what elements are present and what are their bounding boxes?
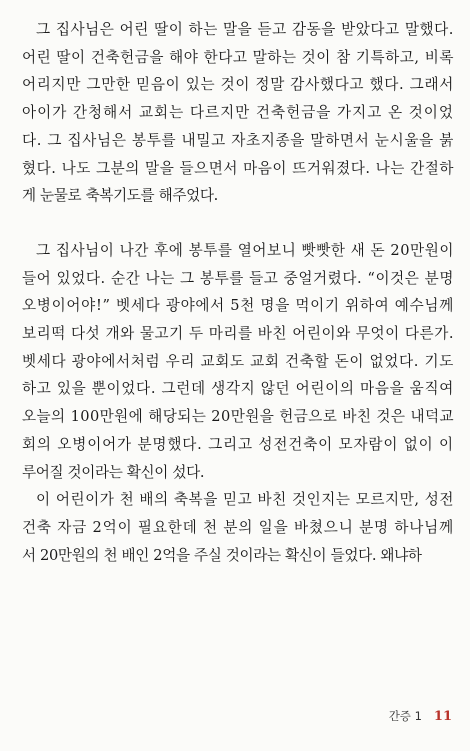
text-line: 다. 그 집사님은 봉투를 내밀고 자초지종을 말하면서 눈시울을 붉 — [22, 131, 454, 149]
text-line: 건축 자금 2억이 필요한데 천 분의 일을 바쳤으니 분명 하나님께 — [22, 518, 454, 536]
text-line: 하고 있을 뿐이었다. 그런데 생각지 않던 어린이의 마음을 움직여 — [22, 380, 454, 398]
text-line: 들어 있었다. 순간 나는 그 봉투를 들고 중얼거렸다. “이것은 분명 — [22, 269, 454, 287]
text-line: 어리지만 그만한 믿음이 있는 것이 정말 감사했다고 했다. 그래서 — [22, 76, 454, 94]
running-head: 간증 1 — [388, 709, 422, 723]
text-line: 서 20만원의 천 배인 2억을 주실 것이라는 확신이 들었다. 왜냐하 — [22, 546, 422, 564]
text-line: 이 어린이가 천 배의 축복을 믿고 바친 것인지는 모르지만, 성전 — [36, 491, 454, 509]
paragraph-3 — [22, 486, 454, 569]
text-line: 게 눈물로 축복기도를 해주었다. — [22, 187, 218, 205]
text-line: 아이가 간청해서 교회는 다르지만 건축헌금을 가지고 온 것이었 — [22, 104, 454, 122]
text-line: 오늘의 100만원에 해당되는 20만원을 헌금으로 바친 것은 내덕교 — [22, 408, 454, 426]
paragraph-2 — [22, 237, 454, 486]
page-footer — [389, 708, 452, 724]
text-line: 그 집사님이 나간 후에 봉투를 열어보니 빳빳한 새 돈 20만원이 — [36, 241, 454, 259]
text-line: 루어질 것이라는 확신이 섰다. — [22, 463, 205, 481]
text-line: 벳세다 광야에서처럼 우리 교회도 교회 건축할 돈이 없었다. 기도 — [22, 352, 454, 370]
text-line: 회의 오병이어가 분명했다. 그리고 성전건축이 모자람이 없이 이 — [22, 435, 454, 453]
text-line: 그 집사님은 어린 딸이 하는 말을 듣고 감동을 받았다고 말했다. — [36, 21, 454, 38]
text-line: 보리떡 다섯 개와 물고기 두 마리를 바친 어린이와 무엇이 다른가. — [22, 325, 454, 343]
page-number: 11 — [433, 709, 452, 724]
text-line: 혔다. 나도 그분의 말을 들으면서 마음이 뜨거워졌다. 나는 간절하 — [22, 159, 454, 177]
text-line: 어린 딸이 건축헌금을 해야 한다고 말하는 것이 참 기특하고, 비록 — [22, 48, 454, 66]
text-line: 오병이어야!” 벳세다 광야에서 5천 명을 먹이기 위하여 예수님께 — [22, 297, 454, 315]
paragraph-1 — [22, 16, 454, 210]
paragraph-gap — [22, 210, 454, 237]
page-body — [22, 16, 454, 569]
